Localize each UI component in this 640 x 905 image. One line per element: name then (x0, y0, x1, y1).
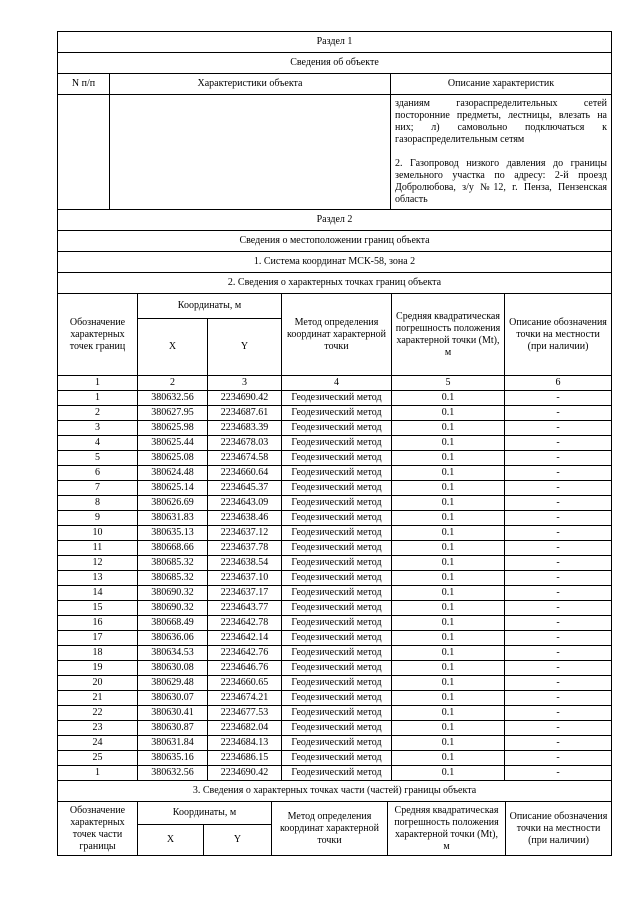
y-coord-cell: 2234637.78 (208, 541, 282, 556)
error-cell: 0.1 (392, 511, 505, 526)
table-row (58, 586, 612, 601)
marking-cell: - (505, 421, 612, 436)
table-row (58, 646, 612, 661)
header-marking: Описание обозначения точки на местности (при наличии) (505, 294, 612, 376)
point-number-cell: 21 (58, 691, 138, 706)
header-designation: Обозначение характерных точек части границы (58, 802, 138, 856)
table-row (58, 511, 612, 526)
y-coord-cell: 2234643.09 (208, 496, 282, 511)
header-y: Y (208, 319, 282, 376)
table-row (58, 706, 612, 721)
header-error: Средняя квадратическая погрешность положения характерной точки (Mt), м (392, 294, 505, 376)
marking-cell: - (505, 766, 612, 781)
point-number-cell: 1 (58, 391, 138, 406)
y-coord-cell: 2234645.37 (208, 481, 282, 496)
error-cell: 0.1 (392, 661, 505, 676)
marking-cell: - (505, 601, 612, 616)
y-coord-cell: 2234674.58 (208, 451, 282, 466)
method-cell: Геодезический метод (282, 466, 392, 481)
table-row (58, 421, 612, 436)
error-cell: 0.1 (392, 481, 505, 496)
method-cell: Геодезический метод (282, 766, 392, 781)
x-coord-cell: 380627.95 (138, 406, 208, 421)
method-cell: Геодезический метод (282, 676, 392, 691)
header-desc: Описание характеристик (391, 74, 612, 95)
table-row (58, 676, 612, 691)
method-cell: Геодезический метод (282, 451, 392, 466)
table-row (58, 466, 612, 481)
header-x: X (138, 825, 204, 856)
table-row (58, 766, 612, 781)
point-number-cell: 19 (58, 661, 138, 676)
num-cell (58, 95, 110, 210)
error-cell: 0.1 (392, 466, 505, 481)
marking-cell: - (505, 706, 612, 721)
marking-cell: - (505, 466, 612, 481)
point-number-cell: 22 (58, 706, 138, 721)
method-cell: Геодезический метод (282, 571, 392, 586)
section1-subtitle: Сведения об объекте (58, 53, 612, 74)
y-coord-cell: 2234690.42 (208, 391, 282, 406)
marking-cell: - (505, 526, 612, 541)
x-coord-cell: 380635.16 (138, 751, 208, 766)
x-coord-cell: 380625.08 (138, 451, 208, 466)
section1-table (57, 31, 612, 210)
table-row (58, 436, 612, 451)
x-coord-cell: 380625.98 (138, 421, 208, 436)
x-coord-cell: 380630.87 (138, 721, 208, 736)
error-cell: 0.1 (392, 631, 505, 646)
table-row (58, 631, 612, 646)
point-number-cell: 9 (58, 511, 138, 526)
section2-table (57, 209, 612, 802)
table-row (58, 496, 612, 511)
x-coord-cell: 380631.84 (138, 736, 208, 751)
table-row (58, 556, 612, 571)
marking-cell: - (505, 511, 612, 526)
point-number-cell: 24 (58, 736, 138, 751)
method-cell: Геодезический метод (282, 601, 392, 616)
table-row (58, 526, 612, 541)
y-coord-cell: 2234642.78 (208, 616, 282, 631)
x-coord-cell: 380630.07 (138, 691, 208, 706)
table-row (58, 751, 612, 766)
header-marking: Описание обозначения точки на местности (при наличии) (506, 802, 612, 856)
marking-cell: - (505, 541, 612, 556)
error-cell: 0.1 (392, 556, 505, 571)
x-coord-cell: 380685.32 (138, 556, 208, 571)
x-coord-cell: 380624.48 (138, 466, 208, 481)
error-cell: 0.1 (392, 766, 505, 781)
column-number: 3 (208, 376, 282, 391)
marking-cell: - (505, 406, 612, 421)
x-coord-cell: 380626.69 (138, 496, 208, 511)
method-cell: Геодезический метод (282, 736, 392, 751)
x-coord-cell: 380625.44 (138, 436, 208, 451)
method-cell: Геодезический метод (282, 496, 392, 511)
y-coord-cell: 2234690.42 (208, 766, 282, 781)
marking-cell: - (505, 676, 612, 691)
error-cell: 0.1 (392, 391, 505, 406)
table-row (58, 661, 612, 676)
x-coord-cell: 380625.14 (138, 481, 208, 496)
header-coords: Координаты, м (138, 294, 282, 319)
header-error: Средняя квадратическая погрешность положения характерной точки (Mt), м (388, 802, 506, 856)
coord-system: 1. Система координат МСК-58, зона 2 (58, 252, 612, 273)
x-coord-cell: 380635.13 (138, 526, 208, 541)
error-cell: 0.1 (392, 616, 505, 631)
point-number-cell: 25 (58, 751, 138, 766)
point-number-cell: 10 (58, 526, 138, 541)
method-cell: Геодезический метод (282, 421, 392, 436)
marking-cell: - (505, 571, 612, 586)
section2-title: Раздел 2 (58, 210, 612, 231)
error-cell: 0.1 (392, 526, 505, 541)
marking-cell: - (505, 646, 612, 661)
x-coord-cell: 380631.83 (138, 511, 208, 526)
column-number: 2 (138, 376, 208, 391)
y-coord-cell: 2234638.54 (208, 556, 282, 571)
error-cell: 0.1 (392, 736, 505, 751)
marking-cell: - (505, 691, 612, 706)
y-coord-cell: 2234682.04 (208, 721, 282, 736)
x-coord-cell: 380630.08 (138, 661, 208, 676)
point-number-cell: 18 (58, 646, 138, 661)
points-title: 2. Сведения о характерных точках границ объекта (58, 273, 612, 294)
column-number: 6 (505, 376, 612, 391)
x-coord-cell: 380685.32 (138, 571, 208, 586)
method-cell: Геодезический метод (282, 646, 392, 661)
section1-title: Раздел 1 (58, 32, 612, 53)
x-coord-cell: 380629.48 (138, 676, 208, 691)
error-cell: 0.1 (392, 451, 505, 466)
y-coord-cell: 2234642.76 (208, 646, 282, 661)
header-method: Метод определения координат характерной точки (272, 802, 388, 856)
header-designation: Обозначение характерных точек границ (58, 294, 138, 376)
desc-cell (391, 95, 612, 210)
desc-paragraph: 2. Газопровод низкого давления до границы земельного участка по адресу: 2-й проезд Добролюбова, з/у №12, г. Пенза, Пензенская область (395, 158, 607, 205)
table-row (58, 601, 612, 616)
point-number-cell: 13 (58, 571, 138, 586)
method-cell: Геодезический метод (282, 541, 392, 556)
chars-cell (110, 95, 391, 210)
y-coord-cell: 2234684.13 (208, 736, 282, 751)
marking-cell: - (505, 661, 612, 676)
x-coord-cell: 380632.56 (138, 766, 208, 781)
section3-title: 3. Сведения о характерных точках части (частей) границы объекта (58, 781, 612, 802)
marking-cell: - (505, 391, 612, 406)
table-row (58, 691, 612, 706)
header-y: Y (204, 825, 272, 856)
error-cell: 0.1 (392, 751, 505, 766)
point-number-cell: 23 (58, 721, 138, 736)
method-cell: Геодезический метод (282, 586, 392, 601)
method-cell: Геодезический метод (282, 631, 392, 646)
y-coord-cell: 2234637.17 (208, 586, 282, 601)
error-cell: 0.1 (392, 586, 505, 601)
table-row (58, 406, 612, 421)
marking-cell: - (505, 586, 612, 601)
error-cell: 0.1 (392, 721, 505, 736)
marking-cell: - (505, 631, 612, 646)
marking-cell: - (505, 451, 612, 466)
method-cell: Геодезический метод (282, 751, 392, 766)
header-num: N п/п (58, 74, 110, 95)
point-number-cell: 12 (58, 556, 138, 571)
marking-cell: - (505, 736, 612, 751)
point-number-cell: 1 (58, 766, 138, 781)
marking-cell: - (505, 751, 612, 766)
table-row (58, 736, 612, 751)
point-number-cell: 15 (58, 601, 138, 616)
point-number-cell: 3 (58, 421, 138, 436)
method-cell: Геодезический метод (282, 526, 392, 541)
x-coord-cell: 380668.66 (138, 541, 208, 556)
method-cell: Геодезический метод (282, 436, 392, 451)
column-number: 5 (392, 376, 505, 391)
column-numbers-row (58, 376, 612, 391)
point-number-cell: 17 (58, 631, 138, 646)
table-row (58, 721, 612, 736)
method-cell: Геодезический метод (282, 511, 392, 526)
marking-cell: - (505, 496, 612, 511)
points-table-body (58, 391, 612, 781)
method-cell: Геодезический метод (282, 481, 392, 496)
method-cell: Геодезический метод (282, 661, 392, 676)
marking-cell: - (505, 616, 612, 631)
y-coord-cell: 2234637.12 (208, 526, 282, 541)
error-cell: 0.1 (392, 676, 505, 691)
y-coord-cell: 2234660.65 (208, 676, 282, 691)
error-cell: 0.1 (392, 541, 505, 556)
point-number-cell: 7 (58, 481, 138, 496)
error-cell: 0.1 (392, 706, 505, 721)
y-coord-cell: 2234638.46 (208, 511, 282, 526)
error-cell: 0.1 (392, 571, 505, 586)
marking-cell: - (505, 721, 612, 736)
x-coord-cell: 380636.06 (138, 631, 208, 646)
header-method: Метод определения координат характерной точки (282, 294, 392, 376)
error-cell: 0.1 (392, 691, 505, 706)
point-number-cell: 8 (58, 496, 138, 511)
table-row (58, 451, 612, 466)
y-coord-cell: 2234678.03 (208, 436, 282, 451)
method-cell: Геодезический метод (282, 721, 392, 736)
section2-subtitle: Сведения о местоположении границ объекта (58, 231, 612, 252)
method-cell: Геодезический метод (282, 706, 392, 721)
point-number-cell: 5 (58, 451, 138, 466)
error-cell: 0.1 (392, 646, 505, 661)
table-row (58, 616, 612, 631)
column-number: 1 (58, 376, 138, 391)
y-coord-cell: 2234646.76 (208, 661, 282, 676)
error-cell: 0.1 (392, 601, 505, 616)
y-coord-cell: 2234674.21 (208, 691, 282, 706)
y-coord-cell: 2234637.10 (208, 571, 282, 586)
header-coords: Координаты, м (138, 802, 272, 825)
y-coord-cell: 2234687.61 (208, 406, 282, 421)
point-number-cell: 6 (58, 466, 138, 481)
method-cell: Геодезический метод (282, 391, 392, 406)
x-coord-cell: 380690.32 (138, 586, 208, 601)
point-number-cell: 4 (58, 436, 138, 451)
error-cell: 0.1 (392, 406, 505, 421)
method-cell: Геодезический метод (282, 616, 392, 631)
y-coord-cell: 2234642.14 (208, 631, 282, 646)
error-cell: 0.1 (392, 496, 505, 511)
header-chars: Характеристики объекта (110, 74, 391, 95)
header-x: X (138, 319, 208, 376)
point-number-cell: 14 (58, 586, 138, 601)
method-cell: Геодезический метод (282, 406, 392, 421)
table-row (58, 541, 612, 556)
error-cell: 0.1 (392, 421, 505, 436)
point-number-cell: 2 (58, 406, 138, 421)
point-number-cell: 16 (58, 616, 138, 631)
x-coord-cell: 380630.41 (138, 706, 208, 721)
x-coord-cell: 380632.56 (138, 391, 208, 406)
y-coord-cell: 2234643.77 (208, 601, 282, 616)
section3-table (57, 801, 612, 856)
marking-cell: - (505, 556, 612, 571)
table-row (58, 481, 612, 496)
point-number-cell: 20 (58, 676, 138, 691)
y-coord-cell: 2234683.39 (208, 421, 282, 436)
table-row (58, 391, 612, 406)
table-row (58, 571, 612, 586)
y-coord-cell: 2234686.15 (208, 751, 282, 766)
y-coord-cell: 2234660.64 (208, 466, 282, 481)
marking-cell: - (505, 481, 612, 496)
error-cell: 0.1 (392, 436, 505, 451)
x-coord-cell: 380668.49 (138, 616, 208, 631)
y-coord-cell: 2234677.53 (208, 706, 282, 721)
point-number-cell: 11 (58, 541, 138, 556)
marking-cell: - (505, 436, 612, 451)
x-coord-cell: 380690.32 (138, 601, 208, 616)
column-number: 4 (282, 376, 392, 391)
x-coord-cell: 380634.53 (138, 646, 208, 661)
document-sheet (57, 31, 611, 856)
method-cell: Геодезический метод (282, 556, 392, 571)
method-cell: Геодезический метод (282, 691, 392, 706)
desc-paragraph: зданиям газораспределительных сетей посторонние предметы, лестницы, влезать на них; л) самовольно подключаться к газораспределительным сетям (395, 98, 607, 145)
